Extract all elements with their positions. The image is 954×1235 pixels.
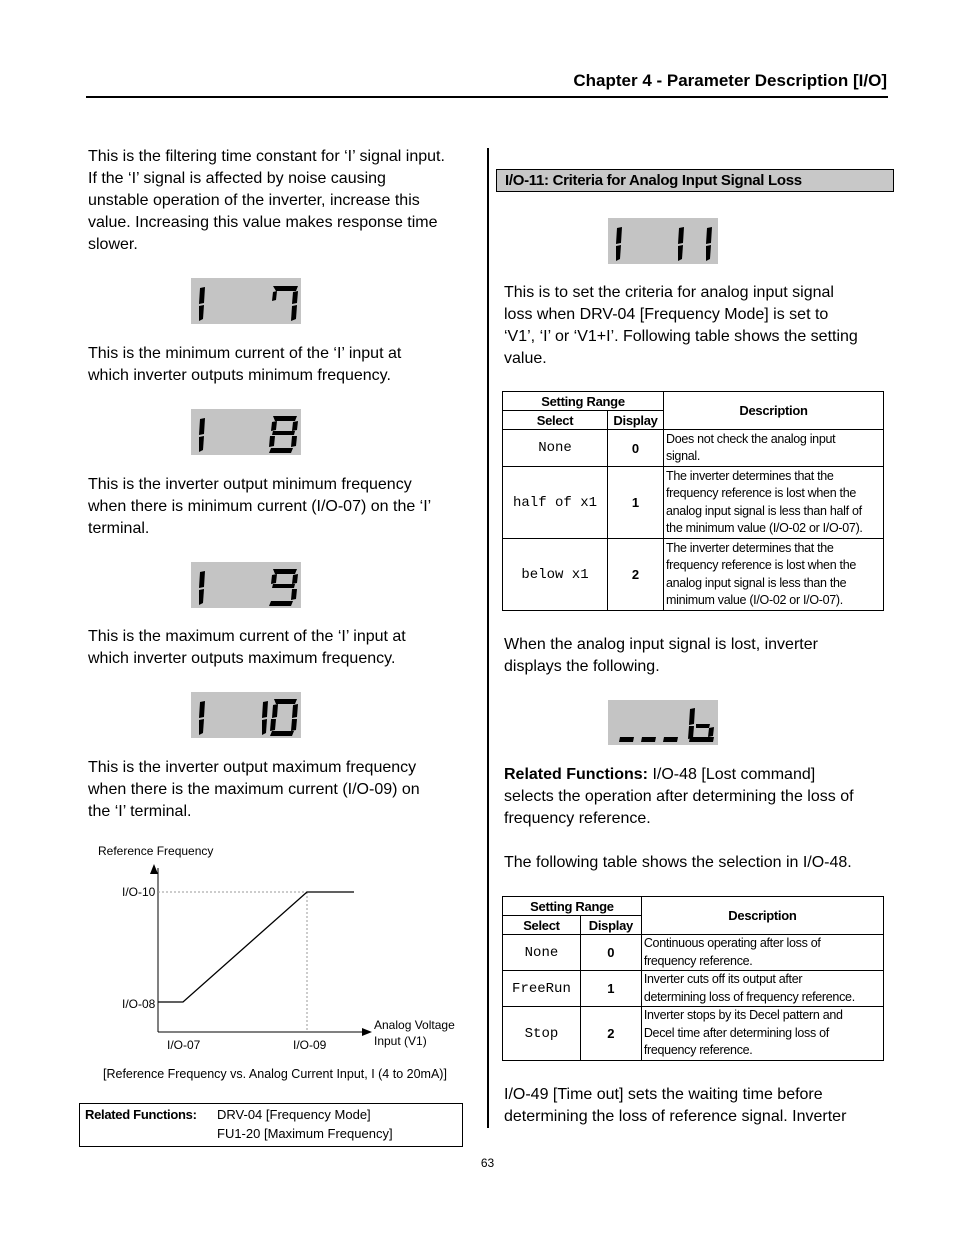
chart-y-label: Reference Frequency [98, 844, 214, 858]
lcd-display-i8 [191, 409, 301, 455]
row-description: Inverter cuts off its output after determining loss of frequency reference. [641, 971, 883, 1007]
row-description: The inverter determines that the frequency reference is lost when the analog input signal is less than the minimum value (I/O-02 or I/O-07). [664, 539, 884, 611]
related-functions-paragraph: Related Functions: I/O-48 [Lost command] selects the operation after determining the loss of frequency reference. [504, 766, 854, 827]
table-row [503, 539, 884, 611]
row-description: Does not check the analog input signal. [664, 430, 884, 467]
row-display: 2 [608, 539, 664, 611]
table-head-setting-range: Setting Range [503, 897, 642, 916]
chart-x-low-label: I/O-07 [167, 1038, 201, 1052]
chart-caption: [Reference Frequency vs. Analog Current Input, I (4 to 20mA)] [103, 1067, 447, 1081]
table-head-description: Description [664, 392, 884, 430]
chart-x-label-line1: Analog Voltage [374, 1018, 455, 1032]
lcd-display-i10 [191, 692, 301, 738]
chart-y-low-label: I/O-08 [122, 997, 156, 1011]
table-head-select: Select [503, 916, 581, 935]
table-row [503, 1007, 884, 1061]
timeout-description: I/O-49 [Time out] sets the waiting time before determining the loss of reference signal. Inverter [504, 1086, 847, 1125]
table-head-setting-range: Setting Range [503, 392, 664, 411]
row-select: half of x1 [503, 467, 608, 539]
row-select: below x1 [503, 539, 608, 611]
lcd-display-i7 [191, 278, 301, 324]
row-display: 1 [608, 467, 664, 539]
table-row [503, 971, 884, 1007]
row-display: 0 [608, 430, 664, 467]
section-heading: I/O-11: Criteria for Analog Input Signal Loss [496, 169, 894, 192]
related-functions-label: Related Functions: [85, 1107, 197, 1122]
lcd-display-lost [608, 700, 718, 745]
chart-y-high-label: I/O-10 [122, 885, 156, 899]
table-head-display: Display [608, 411, 664, 430]
reference-frequency-chart [90, 840, 470, 1060]
min-frequency-description: This is the inverter output minimum frequency when there is minimum current (I/O-07) on the ‘I’ terminal. [88, 476, 432, 537]
loss-criteria-description: This is to set the criteria for analog input signal loss when DRV-04 [Frequency Mode] is set to ‘V1’, ‘I’ or ‘V1+I’. Following table shows the setting value. [504, 284, 858, 367]
lcd-display-i9 [191, 562, 301, 608]
x-axis-arrow [362, 1028, 372, 1036]
frequency-curve [158, 892, 354, 1002]
chart-x-label-line2: Input (V1) [374, 1034, 427, 1048]
header-rule [86, 96, 888, 98]
page-title: Chapter 4 - Parameter Description [I/O] [573, 71, 887, 90]
table-head-select: Select [503, 411, 608, 430]
table-row [503, 935, 884, 971]
page-number: 63 [480, 1156, 495, 1170]
related-functions-label: Related Functions: [504, 766, 649, 783]
row-display: 2 [580, 1007, 641, 1061]
row-select: None [503, 430, 608, 467]
chart-x-high-label: I/O-09 [293, 1038, 327, 1052]
table-head-display: Display [580, 916, 641, 935]
row-select: None [503, 935, 581, 971]
row-description: The inverter determines that the frequency reference is lost when the analog input signal is less than half of the minimum value (I/O-02 or I/O-07). [664, 467, 884, 539]
row-description: Continuous operating after loss of frequency reference. [641, 935, 883, 971]
related-functions-box [79, 1103, 463, 1147]
row-select: FreeRun [503, 971, 581, 1007]
row-description: Inverter stops by its Decel pattern and Decel time after determining loss of frequency reference. [641, 1007, 883, 1061]
max-current-description: This is the maximum current of the ‘I’ input at which inverter outputs maximum frequency. [88, 628, 406, 667]
loss-criteria-table [502, 391, 884, 611]
related-function-item: FU1-20 [Maximum Frequency] [217, 1126, 393, 1141]
column-divider [487, 148, 489, 1128]
row-display: 0 [580, 935, 641, 971]
row-select: Stop [503, 1007, 581, 1061]
lcd-display-i11 [608, 218, 718, 264]
related-function-item: DRV-04 [Frequency Mode] [217, 1107, 371, 1122]
row-display: 1 [580, 971, 641, 1007]
min-current-description: This is the minimum current of the ‘I’ input at which inverter outputs minimum frequency. [88, 345, 402, 384]
table-row [503, 430, 884, 467]
max-frequency-description: This is the inverter output maximum frequency when there is the maximum current (I/O-09) on the ‘I’ terminal. [88, 759, 420, 820]
table2-intro: The following table shows the selection in I/O-48. [504, 854, 852, 871]
table-head-description: Description [641, 897, 883, 935]
table-row [503, 467, 884, 539]
filter-description: This is the filtering time constant for ‘I’ signal input. If the ‘I’ signal is affected by noise causing unstable operation of the inverter, increase this value. Increasing this value makes response time slower. [88, 148, 445, 253]
y-axis-arrow [150, 864, 158, 874]
lost-command-table [502, 896, 884, 1061]
signal-lost-description: When the analog input signal is lost, inverter displays the following. [504, 636, 818, 675]
